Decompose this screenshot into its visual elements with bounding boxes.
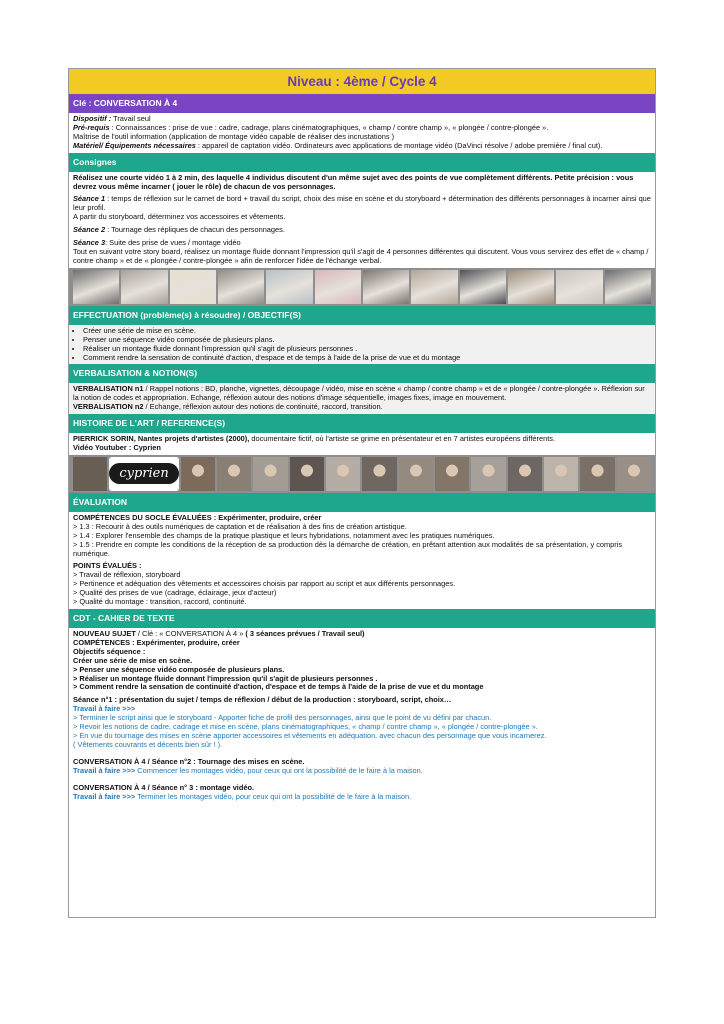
- video-stills-strip: [69, 268, 655, 306]
- seance3-title: / Séance n° 3 : montage vidéo.: [145, 782, 255, 792]
- video-still: [411, 270, 457, 304]
- reference-still: [290, 457, 324, 491]
- reference-still: [435, 457, 469, 491]
- seance1-text: : temps de réflexion sur le carnet de bord + travail du script, choix des mise en scène et du storyboard + détermination des différents personnages à incarner ainsi que leur profil.: [73, 194, 651, 213]
- section-histoire-header: HISTOIRE DE L'ART / REFERENCE(S): [69, 414, 655, 433]
- cdt-objective-item: Créer une série de mise en scène.: [73, 655, 193, 665]
- point-item: > Travail de réflexion, storyboard: [73, 570, 181, 580]
- verbalisation-n1-text: / Rappel notions : BD, planche, vignettes, découpage / vidéo, mise en scène « champ / contre champ » et de « plongée / contre-plongée ». Réflexion sur la notion de codes et appropriation. Echange, réflexion autour des notions d'image séquentielle, images fixes, image en mouvement.: [73, 384, 645, 403]
- materiel-label: Matériel/ Équipements nécessaires: [73, 140, 196, 150]
- points-title: POINTS ÉVALUÉS :: [73, 561, 142, 571]
- video-still: [556, 270, 602, 304]
- reference-still: [544, 457, 578, 491]
- competences-title: COMPÉTENCES DU SOCLE ÉVALUÉES : Expérimenter, produire, créer: [73, 512, 322, 522]
- reference-still: [181, 457, 215, 491]
- cdt-objective-item: > Penser une séquence vidéo composée de plusieurs plans.: [73, 664, 285, 674]
- objective-item: • Penser une séquence vidéo composée de plusieurs plans.: [83, 336, 651, 345]
- objective-item: • Réaliser un montage fluide donnant l'impression qu'il s'agit de plusieurs personnes .: [83, 345, 651, 354]
- reference-stills-strip: [69, 455, 655, 493]
- materiel-text: : appareil de captation vidéo. Ordinateurs avec applications de montage vidéo (DaVinci résolve / adobe première / final cut).: [195, 140, 603, 150]
- reference-still: [253, 457, 287, 491]
- reference-still: [399, 457, 433, 491]
- seance1-label: Séance 1: [73, 194, 106, 204]
- seance1-taf-label: Travail à faire >>>: [73, 704, 136, 714]
- dispositif-text: Travail seul: [111, 114, 151, 123]
- seance3-key: CONVERSATION À 4: [73, 782, 146, 792]
- cdt-objectifs: Objectifs séquence :: [73, 646, 146, 656]
- prerequis-label: Pré-requis: [73, 122, 110, 132]
- verbalisation-n2-text: / Echange, réflexion autour des notions de continuité, raccord, transition.: [143, 402, 383, 412]
- seance3-line2: Tout en suivant votre story board, réalisez un montage fluide donnant l'impression qu'il s'agit de 4 personnes différentes qui discutent. Vous vous servirez des effet de « champ / contre champ » et de « plongée / contre-plongée » afin de renforcer l'idée de l'échange verbal.: [73, 246, 649, 265]
- seance1-title: Séance n°1 : présentation du sujet / temps de réflexion / début de la production : storyboard, script, choix…: [73, 695, 452, 705]
- video-still: [605, 270, 651, 304]
- seance1-line2: A partir du storyboard, déterminez vos accessoires et vêtements.: [73, 212, 286, 222]
- video-still: [315, 270, 361, 304]
- reference-still: [326, 457, 360, 491]
- verbalisation-block: [69, 383, 655, 414]
- seance2-text: : Tournage des répliques de chacun des personnages.: [105, 225, 285, 235]
- reference-still: [471, 457, 505, 491]
- histoire-block: [69, 433, 655, 455]
- reference-sorin-title: PIERRICK SORIN, Nantes projets d'artistes (2000),: [73, 434, 250, 444]
- section-consignes-header: Consignes: [69, 153, 655, 172]
- seance3-taf-label: Travail à faire >>>: [73, 791, 136, 801]
- point-item: > Qualité du montage : transition, raccord, continuité.: [73, 597, 247, 607]
- point-item: > Qualité des prises de vue (cadrage, éclairage, jeux d'acteur): [73, 588, 277, 598]
- cdt-objective-item: > Comment rendre la sensation de continuité d'action, d'espace et de temps à l'aide de la prise de vue et du montage: [73, 682, 484, 692]
- prerequis-text: : Connaissances : prise de vue : cadre, cadrage, plans cinématographiques, « champ / contre champ », « plongée / contre-plongée ».: [109, 122, 549, 132]
- section-verbalisation-header: VERBALISATION & NOTION(S): [69, 364, 655, 383]
- competence-item: > 1.3 : Recourir à des outils numériques de captation et de réalisation à des fins de création artistique.: [73, 521, 407, 531]
- video-still: [170, 270, 216, 304]
- section-effectuation-header: EFFECTUATION (problème(s) à résoudre) / OBJECTIF(S): [69, 306, 655, 325]
- cyprien-logo-text: cyprien: [109, 463, 178, 484]
- cle-block: [69, 113, 655, 153]
- section-cdt-header: CDT - CAHIER DE TEXTE: [69, 609, 655, 628]
- seance2-label: Séance 2: [73, 225, 106, 235]
- video-still: [73, 270, 119, 304]
- verbalisation-n1-label: VERBALISATION n1: [73, 384, 144, 394]
- seance3-taf-text: Terminer les montages vidéo, pour ceux qui ont la possibilité de le faire à la maison.: [135, 791, 412, 801]
- seance1-taf-item: ( Vêtements couvrants et décents bien sûr ! ).: [73, 739, 223, 749]
- seance2-title: / Séance n°2 : Tournage des mises en scène.: [145, 756, 305, 766]
- point-item: > Pertinence et adéquation des vêtements et accessoires choisis par rapport au script et aux différents personnages.: [73, 579, 456, 589]
- seance1-taf-item: > Terminer le script ainsi que le storyboard - Apporter fiche de profil des personnages, ainsi que le point de vu défini par chacun.: [73, 713, 492, 723]
- cdt-competences: COMPÉTENCES : Expérimenter, produire, créer: [73, 637, 240, 647]
- consignes-intro: Réalisez une courte vidéo 1 à 2 min, des laquelle 4 individus discutent d'un même sujet avec des points de vue complètement différents. Petite précision : vous devrez vous même incarner ( jouer le rôle) de chacun de vos personnages.: [73, 172, 634, 191]
- dispositif-label: Dispositif :: [73, 114, 112, 123]
- prerequis-line2: Maîtrise de l'outil information (application de montage vidéo capable de réaliser des incrustations ): [73, 131, 395, 141]
- video-still: [508, 270, 554, 304]
- reference-still: [617, 457, 651, 491]
- effectuation-block: [69, 325, 655, 365]
- seance3-text: : Suite des prise de vues / montage vidéo: [105, 238, 241, 248]
- seance3-label: Séance 3: [73, 238, 106, 248]
- cyprien-logo: [109, 457, 178, 491]
- video-still: [460, 270, 506, 304]
- video-still: [218, 270, 264, 304]
- video-still: [363, 270, 409, 304]
- level-title: Niveau : 4ème / Cycle 4: [69, 69, 655, 94]
- video-still: [121, 270, 167, 304]
- reference-still: [508, 457, 542, 491]
- reference-cyprien: Vidéo Youtuber : Cyprien: [73, 443, 161, 453]
- sujet-paren: ( 3 séances prévues / Travail seul): [245, 629, 365, 638]
- sujet-text: / Clé : « CONVERSATION À 4 »: [135, 629, 246, 638]
- reference-still: [73, 457, 107, 491]
- objective-item: • Créer une série de mise en scène.: [83, 327, 651, 336]
- reference-still: [580, 457, 614, 491]
- cdt-block: [69, 628, 655, 803]
- seance2-taf-text: Commencer les montages vidéo, pour ceux qui ont la possibilité de le faire à la maison.: [135, 765, 423, 775]
- objective-item: • Comment rendre la sensation de continuité d'action, d'espace et de temps à l'aide de la prise de vue et du montage: [83, 354, 651, 363]
- seance2-taf-label: Travail à faire >>>: [73, 765, 136, 775]
- competence-item: > 1.5 : Prendre en compte les conditions de la réception de sa production dès la démarche de création, en prêtant attention aux modalités de sa présentation, y compris numérique.: [73, 539, 623, 558]
- evaluation-block: [69, 512, 655, 609]
- seance1-taf-item: > Revoir les notions de cadre, cadrage et mise en scène, plans cinématographiques, « champ / contre champ », « plongée / contre-plongée ».: [73, 722, 538, 732]
- section-evaluation-header: ÉVALUATION: [69, 493, 655, 512]
- video-still: [266, 270, 312, 304]
- reference-still: [217, 457, 251, 491]
- section-cle-header: Clé : CONVERSATION À 4: [69, 94, 655, 113]
- reference-sorin-text: documentaire fictif, où l'artiste se grime en présentateur et en 7 artistes européens différents.: [249, 434, 555, 444]
- competence-item: > 1.4 : Explorer l'ensemble des champs de la pratique plastique et leurs hybridations, notamment avec les pratiques numériques.: [73, 530, 495, 540]
- verbalisation-n2-label: VERBALISATION n2: [73, 402, 144, 412]
- lesson-sheet: [68, 68, 656, 918]
- consignes-block: [69, 172, 655, 268]
- sujet-label: NOUVEAU SUJET: [73, 629, 136, 638]
- seance1-taf-item: > En vue du tournage des mises en scène apporter accessoires et vêtements en adéquation. avec chacun des personnage que vous incarnerez.: [73, 730, 547, 740]
- seance2-key: CONVERSATION À 4: [73, 756, 146, 766]
- reference-still: [362, 457, 396, 491]
- cdt-objective-item: > Réaliser un montage fluide donnant l'impression qu'il s'agit de plusieurs personnes .: [73, 673, 378, 683]
